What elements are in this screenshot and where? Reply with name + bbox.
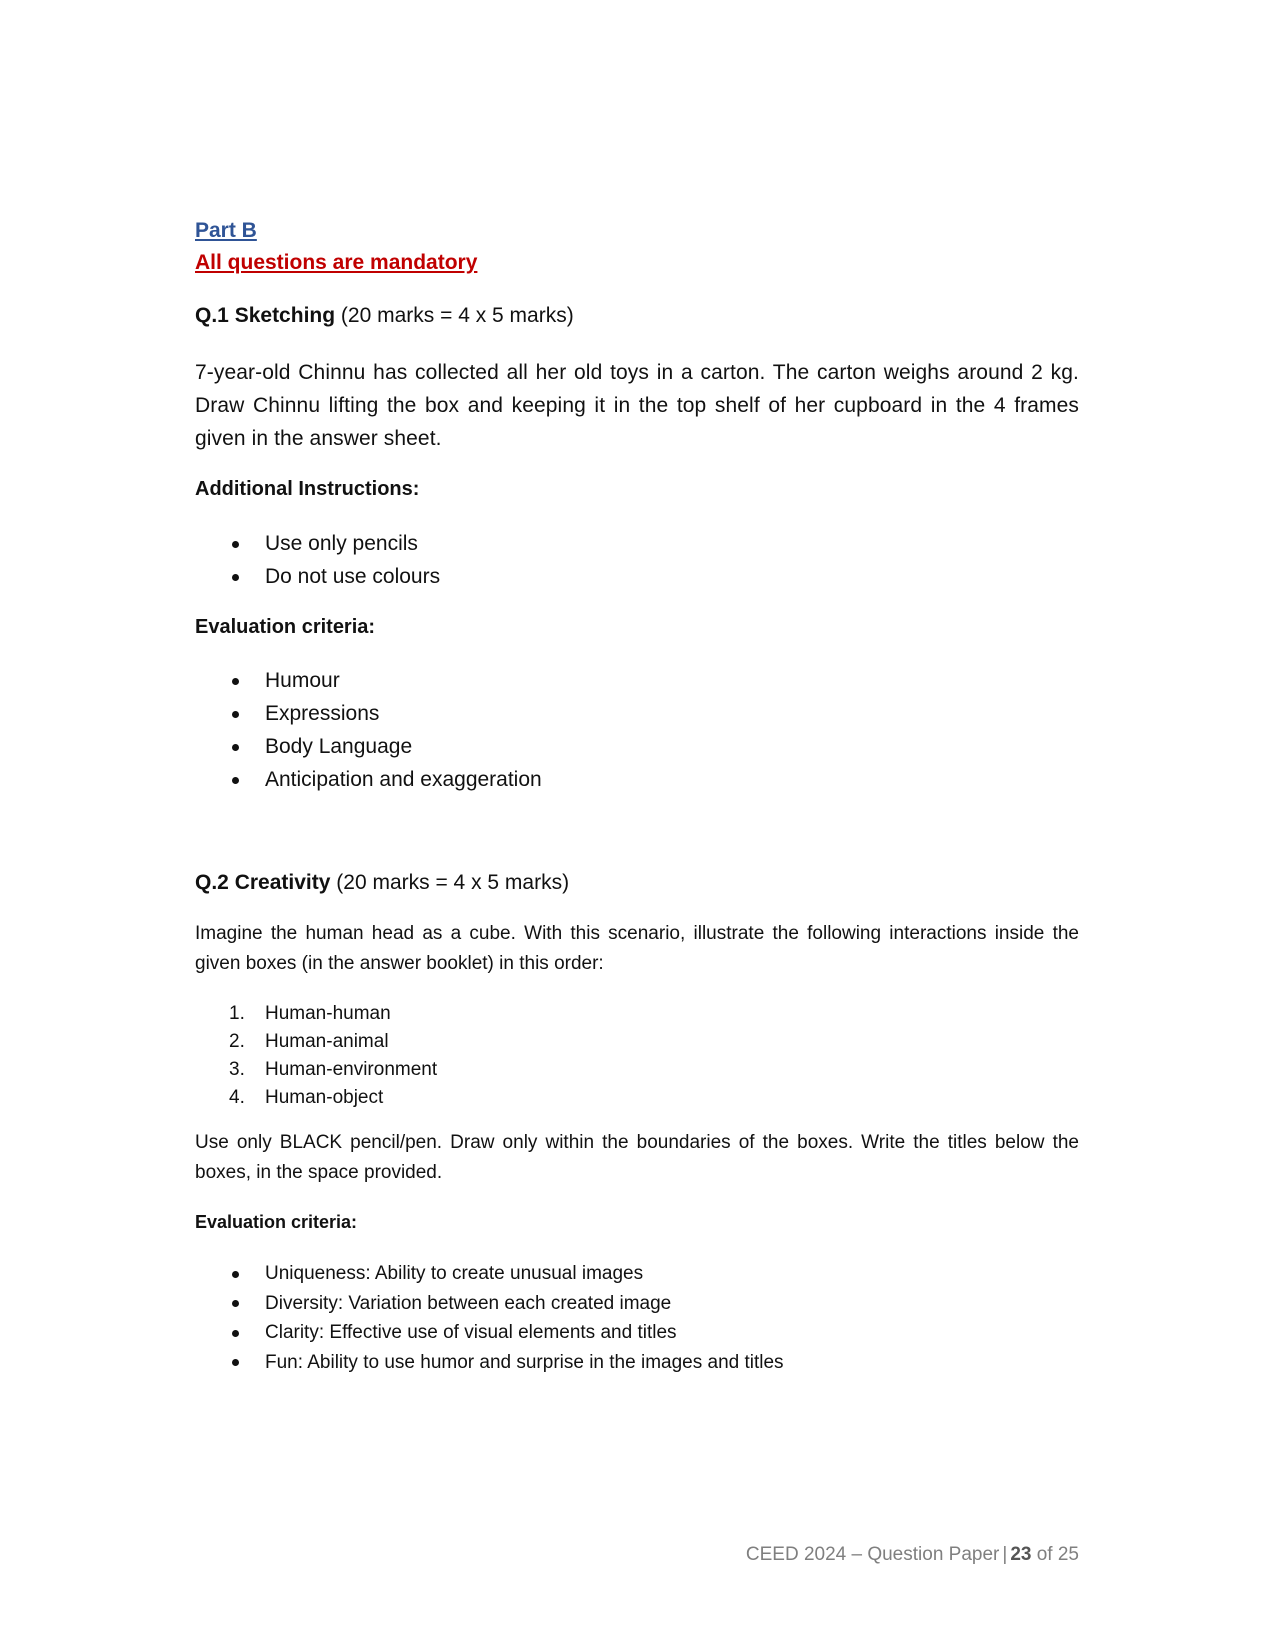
q1-prompt: 7-year-old Chinnu has collected all her old toys in a carton. The carton weighs around 2 kg. Draw Chinnu lifting the box and keeping it in the top shelf of her cupboard in the 4 frames given in the answer sheet. [195,361,1079,450]
q1-heading [195,304,574,328]
list-item: Clarity: Effective use of visual elements and titles [195,1318,784,1348]
bullet-icon [232,1359,239,1366]
bullet-icon [232,574,239,581]
list-item: 1. Human-human [229,1003,391,1024]
q2-note: Use only BLACK pencil/pen. Draw only within the boundaries of the boxes. Write the titles below the boxes, in the space provided. [195,1132,1079,1183]
list-item: Fun: Ability to use humor and surprise in the images and titles [195,1348,784,1378]
q2-number: Q.2 [195,871,229,894]
q1-title: Sketching [234,304,336,327]
q2-criteria-heading: Evaluation criteria: [195,1212,358,1232]
q1-criteria-list [195,664,542,796]
q1-marks: (20 marks = 4 x 5 marks) [340,304,574,327]
q1-number: Q.1 [195,304,229,327]
q1-criteria-heading: Evaluation criteria: [195,616,376,638]
page-total: of 25 [1036,1544,1079,1565]
q2-title: Creativity [234,871,331,894]
part-title: Part B [195,219,257,242]
list-item: Expressions [195,697,542,730]
bullet-icon [232,1300,239,1307]
list-item: Humour [195,664,542,697]
bullet-icon [232,711,239,718]
bullet-icon [232,1330,239,1337]
bullet-icon [232,678,239,685]
list-item: Uniqueness: Ability to create unusual images [195,1259,784,1289]
q2-interactions-list [195,1000,437,1112]
page-footer [746,1544,1079,1566]
q2-heading [195,871,569,895]
list-item: Do not use colours [195,560,440,593]
q2-criteria-list [195,1259,784,1377]
q1-instructions-heading: Additional Instructions: [195,478,420,500]
bullet-icon [232,777,239,784]
list-item: 2. Human-animal [229,1031,389,1052]
mandatory-notice: All questions are mandatory [195,251,478,274]
footer-separator: | [1002,1544,1008,1565]
page-number: 23 [1010,1544,1032,1565]
list-item: Body Language [195,730,542,763]
bullet-icon [232,744,239,751]
bullet-icon [232,1271,239,1278]
q2-prompt: Imagine the human head as a cube. With this scenario, illustrate the following interactions inside the given boxes (in the answer booklet) in this order: [195,923,1079,974]
footer-label: CEED 2024 – Question Paper [745,1544,1000,1565]
list-item: 4. Human-object [229,1087,384,1108]
list-item: 3. Human-environment [229,1059,438,1080]
list-item: Anticipation and exaggeration [195,763,542,796]
q1-instructions-list [195,527,440,593]
bullet-icon [232,541,239,548]
q2-marks: (20 marks = 4 x 5 marks) [336,871,570,894]
list-item: Use only pencils [195,527,440,560]
list-item: Diversity: Variation between each created image [195,1289,784,1319]
